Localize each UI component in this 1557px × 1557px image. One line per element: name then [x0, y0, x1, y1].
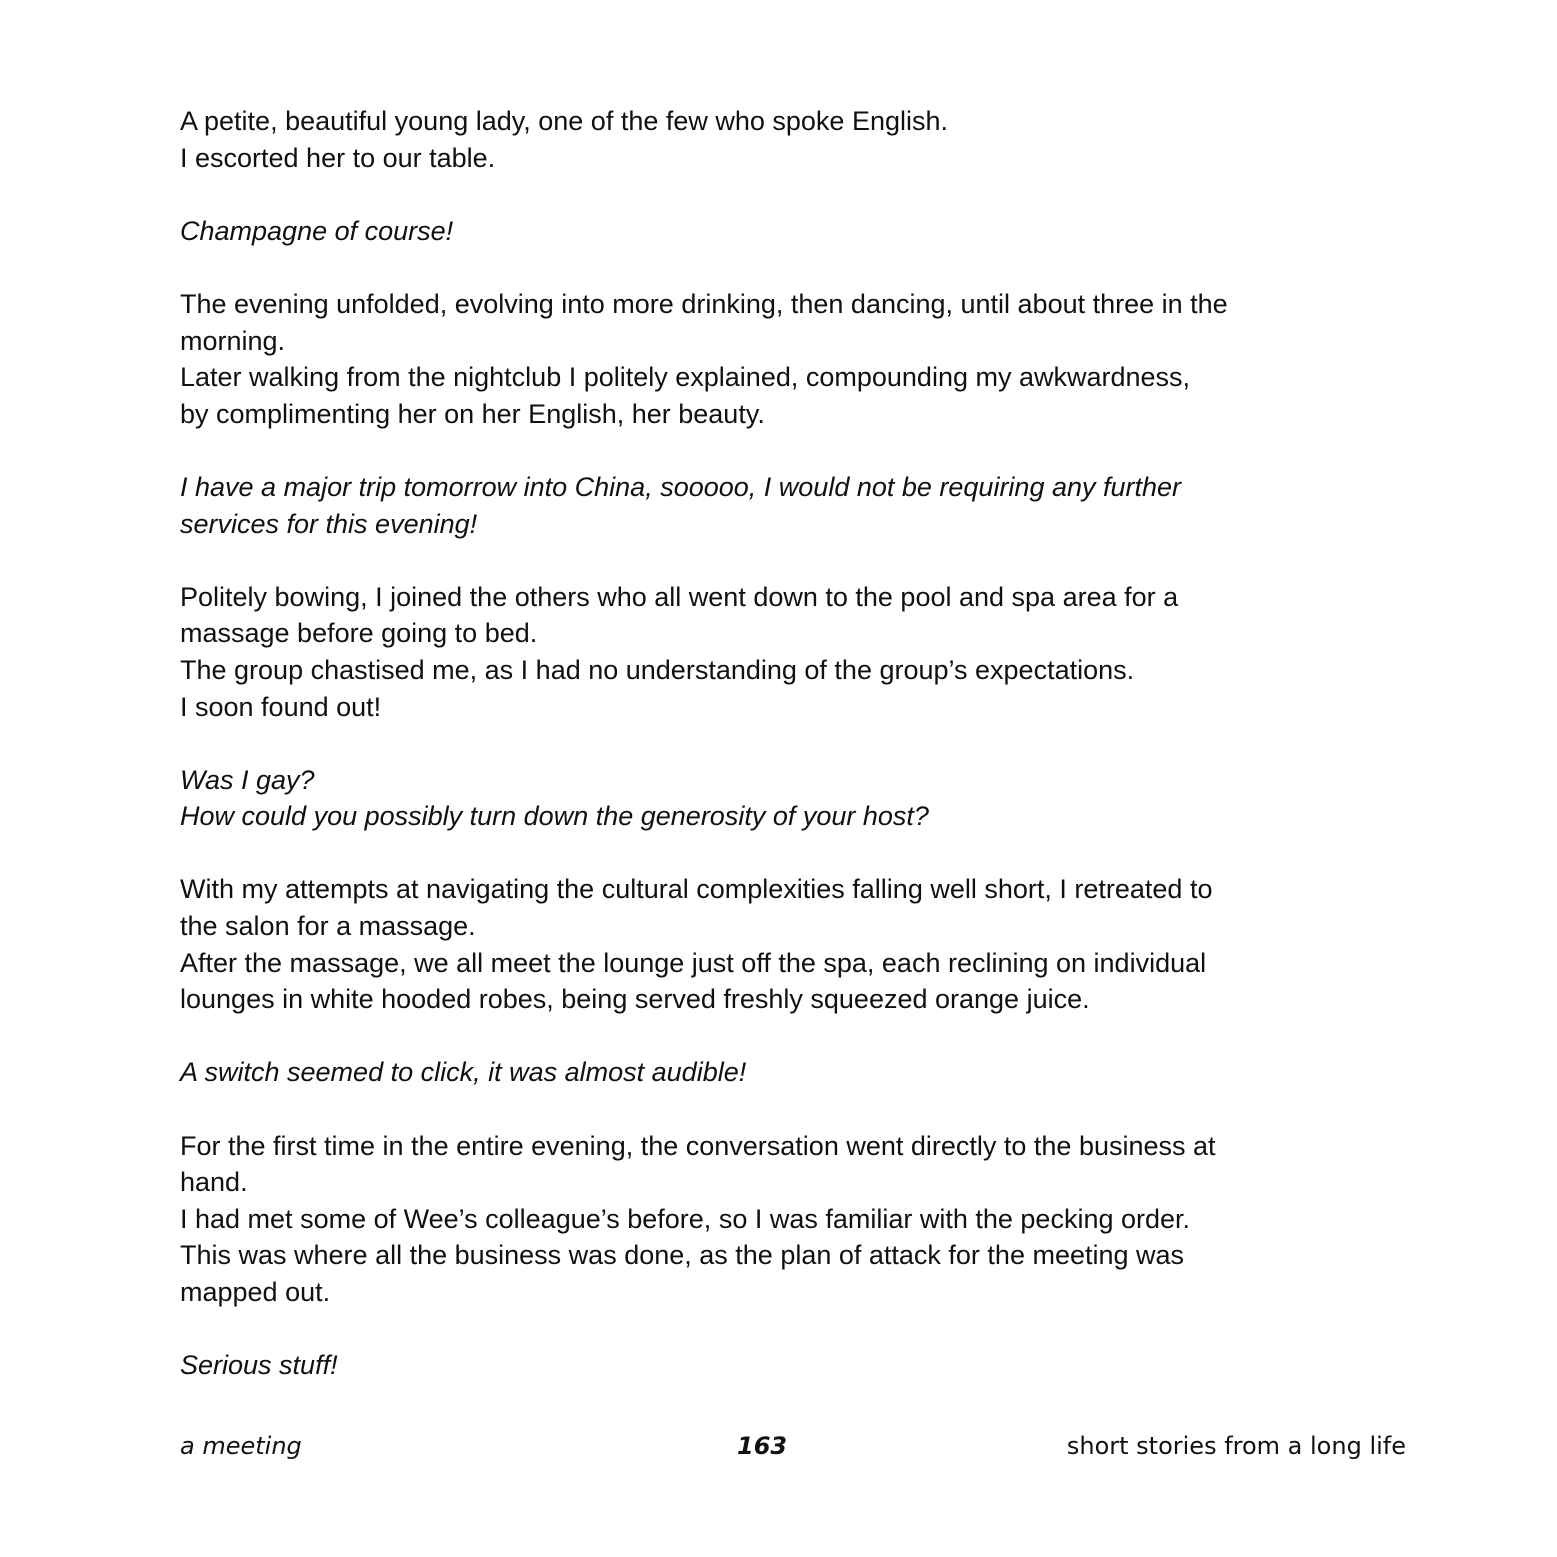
paragraph: [180, 871, 1400, 1017]
text-line: How could you possibly turn down the generosity of your host?: [180, 801, 929, 832]
text-line: Later walking from the nightclub I politely explained, compounding my awkwardness,: [180, 362, 1191, 393]
text-line: I soon found out!: [180, 691, 382, 722]
text-line: Serious stuff!: [180, 1350, 338, 1381]
text-line: hand.: [180, 1167, 248, 1198]
text-line: I had met some of Wee’s colleague’s before, so I was familiar with the pecking order.: [180, 1203, 1191, 1234]
text-line: With my attempts at navigating the cultural complexities falling well short, I retreated to: [180, 874, 1213, 905]
text-line: morning.: [180, 325, 286, 356]
text-line: Politely bowing, I joined the others who all went down to the pool and spa area for a: [180, 581, 1179, 612]
text-line: The evening unfolded, evolving into more drinking, then dancing, until about three in the: [180, 288, 1228, 319]
paragraph: [180, 103, 1400, 176]
text-line: services for this evening!: [180, 508, 478, 539]
italic-paragraph: [180, 1347, 1400, 1384]
footer-chapter-title: a meeting: [180, 1432, 302, 1460]
footer-page-number: 163: [737, 1432, 788, 1460]
text-line: After the massage, we all meet the lounge just off the spa, each reclining on individual: [180, 947, 1207, 978]
italic-paragraph: [180, 469, 1400, 542]
page-footer: [180, 1432, 1406, 1472]
italic-paragraph: [180, 762, 1400, 835]
text-line: lounges in white hooded robes, being served freshly squeezed orange juice.: [180, 984, 1090, 1015]
text-line: A switch seemed to click, it was almost audible!: [180, 1057, 747, 1088]
text-line: I escorted her to our table.: [180, 142, 496, 173]
text-line: The group chastised me, as I had no understanding of the group’s expectations.: [180, 654, 1135, 685]
text-line: This was where all the business was done, as the plan of attack for the meeting was: [180, 1240, 1185, 1271]
text-line: Champagne of course!: [180, 215, 454, 246]
italic-paragraph: [180, 213, 1400, 250]
page-body: [180, 103, 1400, 1420]
text-line: by complimenting her on her English, her beauty.: [180, 398, 765, 429]
footer-book-title: short stories from a long life: [1066, 1432, 1406, 1460]
paragraph: [180, 579, 1400, 725]
paragraph: [180, 1128, 1400, 1311]
paragraph: [180, 286, 1400, 432]
text-line: Was I gay?: [180, 764, 315, 795]
italic-paragraph: [180, 1054, 1400, 1091]
text-line: For the first time in the entire evening, the conversation went directly to the business at: [180, 1130, 1216, 1161]
text-line: I have a major trip tomorrow into China, sooooo, I would not be requiring any further: [180, 471, 1182, 502]
text-line: the salon for a massage.: [180, 911, 476, 942]
text-line: massage before going to bed.: [180, 618, 538, 649]
text-line: A petite, beautiful young lady, one of the few who spoke English.: [180, 106, 949, 136]
text-line: mapped out.: [180, 1277, 331, 1307]
